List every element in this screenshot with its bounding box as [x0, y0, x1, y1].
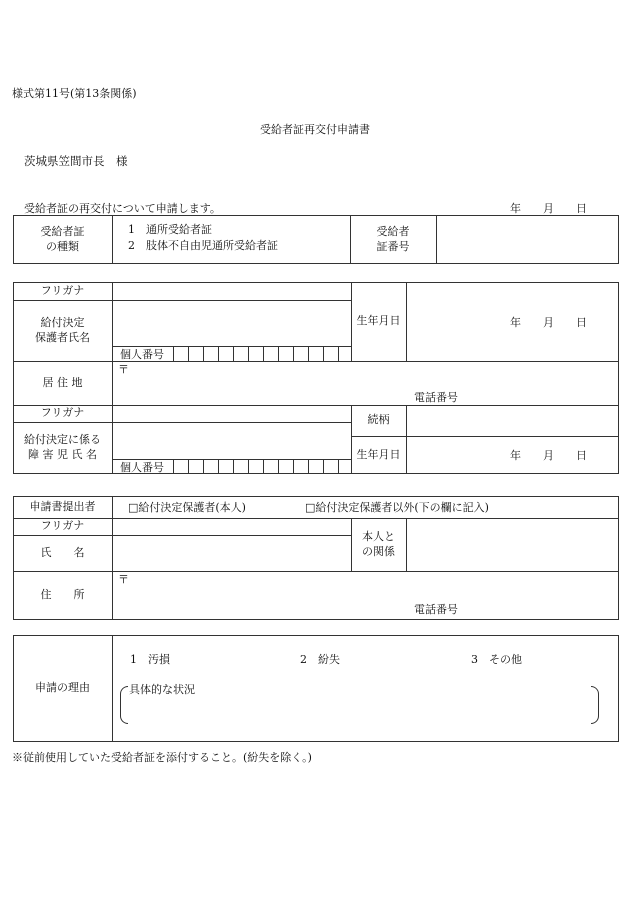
guardian-my-number-label: 個人番号 — [120, 348, 164, 361]
guardian-name-field[interactable] — [113, 301, 350, 345]
statement: 受給者証の再交付について申請します。 — [24, 202, 221, 215]
child-my-number-label: 個人番号 — [120, 461, 164, 474]
detail-field[interactable] — [130, 698, 588, 724]
submitter-relation-field[interactable] — [407, 519, 618, 570]
option-physical-disability-certificate[interactable]: 2 肢体不自由児通所受給者証 — [128, 239, 278, 252]
submitter-address-field[interactable] — [113, 572, 618, 619]
detail-right-bracket — [591, 686, 599, 724]
submitter-choice-other[interactable]: □給付決定保護者以外(下の欄に記入) — [305, 501, 489, 514]
child-birth-date[interactable]: 年 月 日 — [510, 449, 587, 462]
submitter-address-label: 住 所 — [40, 588, 85, 602]
certificate-number-label: 受給者 証番号 — [376, 224, 410, 253]
application-date: 年 月 日 — [510, 202, 587, 215]
child-furigana-field[interactable] — [113, 406, 350, 422]
child-name-label: 給付決定に係る 障 害 児 氏 名 — [24, 433, 101, 461]
footnote: ※従前使用していた受給者証を添付すること。(紛失を除く。) — [12, 751, 312, 764]
child-my-number-boxes[interactable] — [173, 460, 353, 474]
detail-left-bracket — [120, 686, 128, 724]
certificate-number-field[interactable] — [437, 216, 618, 263]
residence-phone-label: 電話番号 — [414, 391, 458, 404]
submitter-name-label: 氏 名 — [40, 545, 85, 559]
submitter-furigana-field[interactable] — [113, 519, 350, 535]
guardian-birth-date[interactable]: 年 月 日 — [510, 316, 587, 329]
submitter-postal-mark: 〒 — [118, 573, 129, 586]
residence-field[interactable] — [113, 362, 618, 404]
guardian-birth-label: 生年月日 — [356, 314, 401, 328]
submitter-name-field[interactable] — [113, 536, 350, 570]
addressee: 茨城県笠間市長 様 — [24, 154, 128, 168]
reason-option-other[interactable]: 3 その他 — [471, 653, 522, 666]
child-name-field[interactable] — [113, 423, 350, 458]
residence-label: 居 住 地 — [42, 375, 83, 389]
reason-option-lost[interactable]: 2 紛失 — [300, 653, 340, 666]
child-birth-label: 生年月日 — [356, 447, 401, 461]
form-number: 様式第11号(第13条関係) — [12, 87, 137, 100]
child-relation-field[interactable] — [407, 406, 618, 435]
residence-postal-mark: 〒 — [118, 363, 129, 376]
option-day-care-certificate[interactable]: 1 通所受給者証 — [128, 223, 212, 236]
reason-option-damage[interactable]: 1 汚損 — [130, 653, 170, 666]
certificate-type-label: 受給者証 の種類 — [40, 224, 85, 253]
submitter-label: 申請書提出者 — [29, 499, 96, 513]
submitter-choice-guardian[interactable]: □給付決定保護者(本人) — [128, 501, 246, 514]
guardian-my-number-boxes[interactable] — [173, 347, 353, 361]
form-title: 受給者証再交付申請書 — [260, 123, 370, 136]
guardian-furigana-label: フリガナ — [40, 283, 85, 297]
child-relation-label: 続柄 — [367, 413, 390, 427]
submitter-phone-label: 電話番号 — [414, 603, 458, 616]
reason-label: 申請の理由 — [35, 681, 90, 695]
detail-label: 具体的な状況 — [129, 683, 195, 696]
child-furigana-label: フリガナ — [40, 406, 85, 420]
guardian-name-label: 給付決定 保護者氏名 — [35, 315, 90, 344]
submitter-relation-label: 本人と の関係 — [362, 529, 395, 558]
guardian-furigana-field[interactable] — [113, 283, 350, 300]
submitter-furigana-label: フリガナ — [40, 519, 85, 533]
